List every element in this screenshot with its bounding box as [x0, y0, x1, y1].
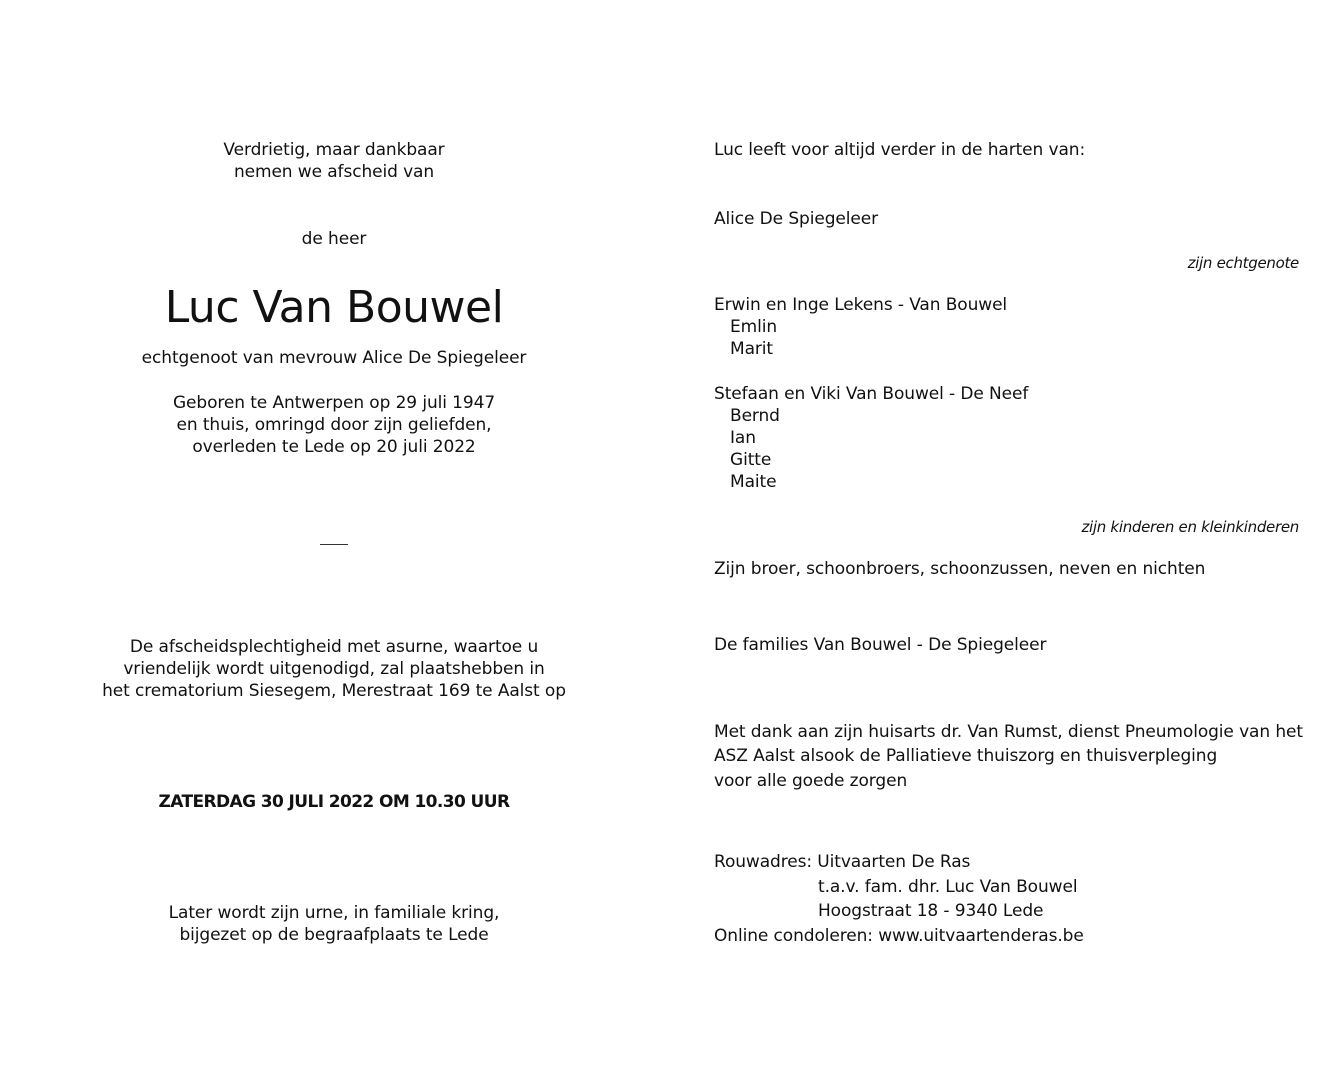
address-label: Rouwadres: Uitvaarten De Ras: [714, 852, 971, 872]
ceremony-line-3: het crematorium Siesegem, Merestraat 169 te Aalst op: [102, 681, 566, 701]
family-2: Stefaan en Viki Van Bouwel - De Neef: [714, 384, 1029, 404]
spouse-line: echtgenoot van mevrouw Alice De Spiegeleer: [141, 348, 527, 368]
intro-line-1: Verdrietig, maar dankbaar: [223, 140, 445, 160]
thanks-line-1: Met dank aan zijn huisarts dr. Van Rumst, dienst Pneumologie van het: [714, 722, 1303, 742]
urn-line-1: Later wordt zijn urne, in familiale kring,: [168, 903, 500, 923]
ceremony-line-1: De afscheidsplechtigheid met asurne, waartoe u: [129, 637, 539, 657]
thanks-line-3: voor alle goede zorgen: [714, 771, 908, 791]
thanks-line-2: ASZ Aalst alsook de Palliatieve thuiszorg en thuisverpleging: [714, 746, 1218, 766]
wife-name: Alice De Spiegeleer: [714, 209, 878, 229]
intro-line-2: nemen we afscheid van: [233, 162, 435, 182]
title-prefix: de heer: [301, 229, 367, 249]
relatives-line: Zijn broer, schoonbroers, schoonzussen, neven en nichten: [714, 559, 1206, 579]
urn-line-2: bijgezet op de begraafplaats te Lede: [179, 925, 489, 945]
online-condolence-link[interactable]: Online condoleren: www.uitvaartenderas.be: [714, 926, 1084, 946]
family-1: Erwin en Inge Lekens - Van Bouwel: [714, 295, 1008, 315]
grandchild-marit: Marit: [730, 339, 773, 359]
ceremony-date: ZATERDAG 30 JULI 2022 OM 10.30 UUR: [158, 792, 510, 812]
grandchild-emlin: Emlin: [730, 317, 778, 337]
grandchild-gitte: Gitte: [730, 450, 772, 470]
deceased-name: Luc Van Bouwel: [164, 282, 504, 333]
address-line-1: t.a.v. fam. dhr. Luc Van Bouwel: [818, 877, 1078, 897]
birth-line: Geboren te Antwerpen op 29 juli 1947: [172, 393, 496, 413]
home-line: en thuis, omringd door zijn geliefden,: [176, 415, 492, 435]
grandchild-maite: Maite: [730, 472, 777, 492]
children-role: zijn kinderen en kleinkinderen: [1081, 518, 1299, 536]
section-divider: [320, 544, 348, 545]
ceremony-line-2: vriendelijk wordt uitgenodigd, zal plaatshebben in: [123, 659, 545, 679]
families-line: De families Van Bouwel - De Spiegeleer: [714, 635, 1047, 655]
right-intro: Luc leeft voor altijd verder in de harten van:: [714, 140, 1086, 160]
grandchild-ian: Ian: [730, 428, 756, 448]
wife-role: zijn echtgenote: [1187, 254, 1299, 272]
death-line: overleden te Lede op 20 juli 2022: [192, 437, 476, 457]
address-line-2: Hoogstraat 18 - 9340 Lede: [818, 901, 1044, 921]
grandchild-bernd: Bernd: [730, 406, 780, 426]
